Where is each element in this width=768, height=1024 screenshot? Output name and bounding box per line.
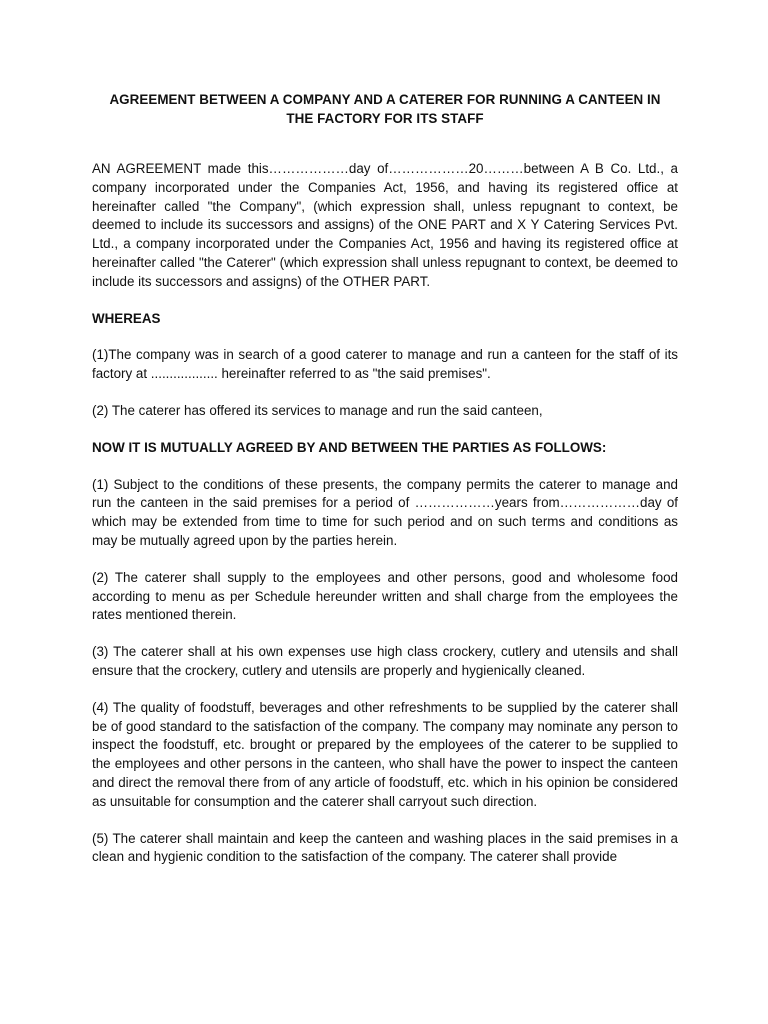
clause-1: (1) Subject to the conditions of these presents, the company permits the caterer to manage and run the canteen in the said premises for a period of ………………years from………………day of which may be extended from time to time for such period and on such terms and conditions as may be mutually agreed upon by the parties herein.: [92, 476, 678, 548]
clause-3: (3) The caterer shall at his own expenses use high class crockery, cutlery and utensils and shall ensure that the crockery, cutlery and utensils are properly and hygienically cleaned.: [92, 644, 678, 678]
clause-5: (5) The caterer shall maintain and keep the canteen and washing places in the said premises in a clean and hygienic condition to the satisfaction of the company. The caterer shall provide: [92, 830, 678, 865]
recital-1: (1)The company was in search of a good caterer to manage and run a canteen for the staff of its factory at .................. hereinafter referred to as "the said premises".: [92, 347, 678, 382]
recital-2: (2) The caterer has offered its services to manage and run the said canteen,: [92, 402, 543, 418]
clause-2: (2) The caterer shall supply to the employees and other persons, good and wholesome food according to menu as per Schedule hereunder written and shall charge from the employees the rates mentioned therein.: [92, 569, 678, 623]
title-line-2: THE FACTORY FOR ITS STAFF: [286, 111, 484, 126]
title-line-1: AGREEMENT BETWEEN A COMPANY AND A CATERER FOR RUNNING A CANTEEN IN: [109, 92, 661, 107]
document-page: [92, 90, 678, 867]
agreed-heading: NOW IT IS MUTUALLY AGREED BY AND BETWEEN THE PARTIES AS FOLLOWS:: [92, 439, 607, 455]
intro-paragraph: AN AGREEMENT made this………………day of………………20………between A B Co. Ltd., a company incorporated under the Companies Act, 1956, and having its registered office at hereinafter called "the Company", (which expression shall, unless repugnant to context, be deemed to include its successors and assigns) of the ONE PART and X Y Catering Services Pvt. Ltd., a company incorporated under the Companies Act, 1956 and having its registered office at hereinafter called "the Caterer" (which expression shall unless repugnant to context, be deemed to include its successors and assigns) of the OTHER PART.: [92, 161, 678, 289]
document-title: [80, 90, 690, 128]
clause-4: (4) The quality of foodstuff, beverages and other refreshments to be supplied by the caterer shall be of good standard to the satisfaction of the company. The company may nominate any person to inspect the foodstuff, etc. brought or prepared by the employees of the caterer to be supplied to the employees and other persons in the canteen, who shall have the power to inspect the canteen and direct the removal there from of any article of foodstuff, etc. which in his opinion be considered as unsuitable for consumption and the caterer shall carryout such direction.: [92, 699, 678, 809]
whereas-heading: WHEREAS: [92, 310, 161, 326]
